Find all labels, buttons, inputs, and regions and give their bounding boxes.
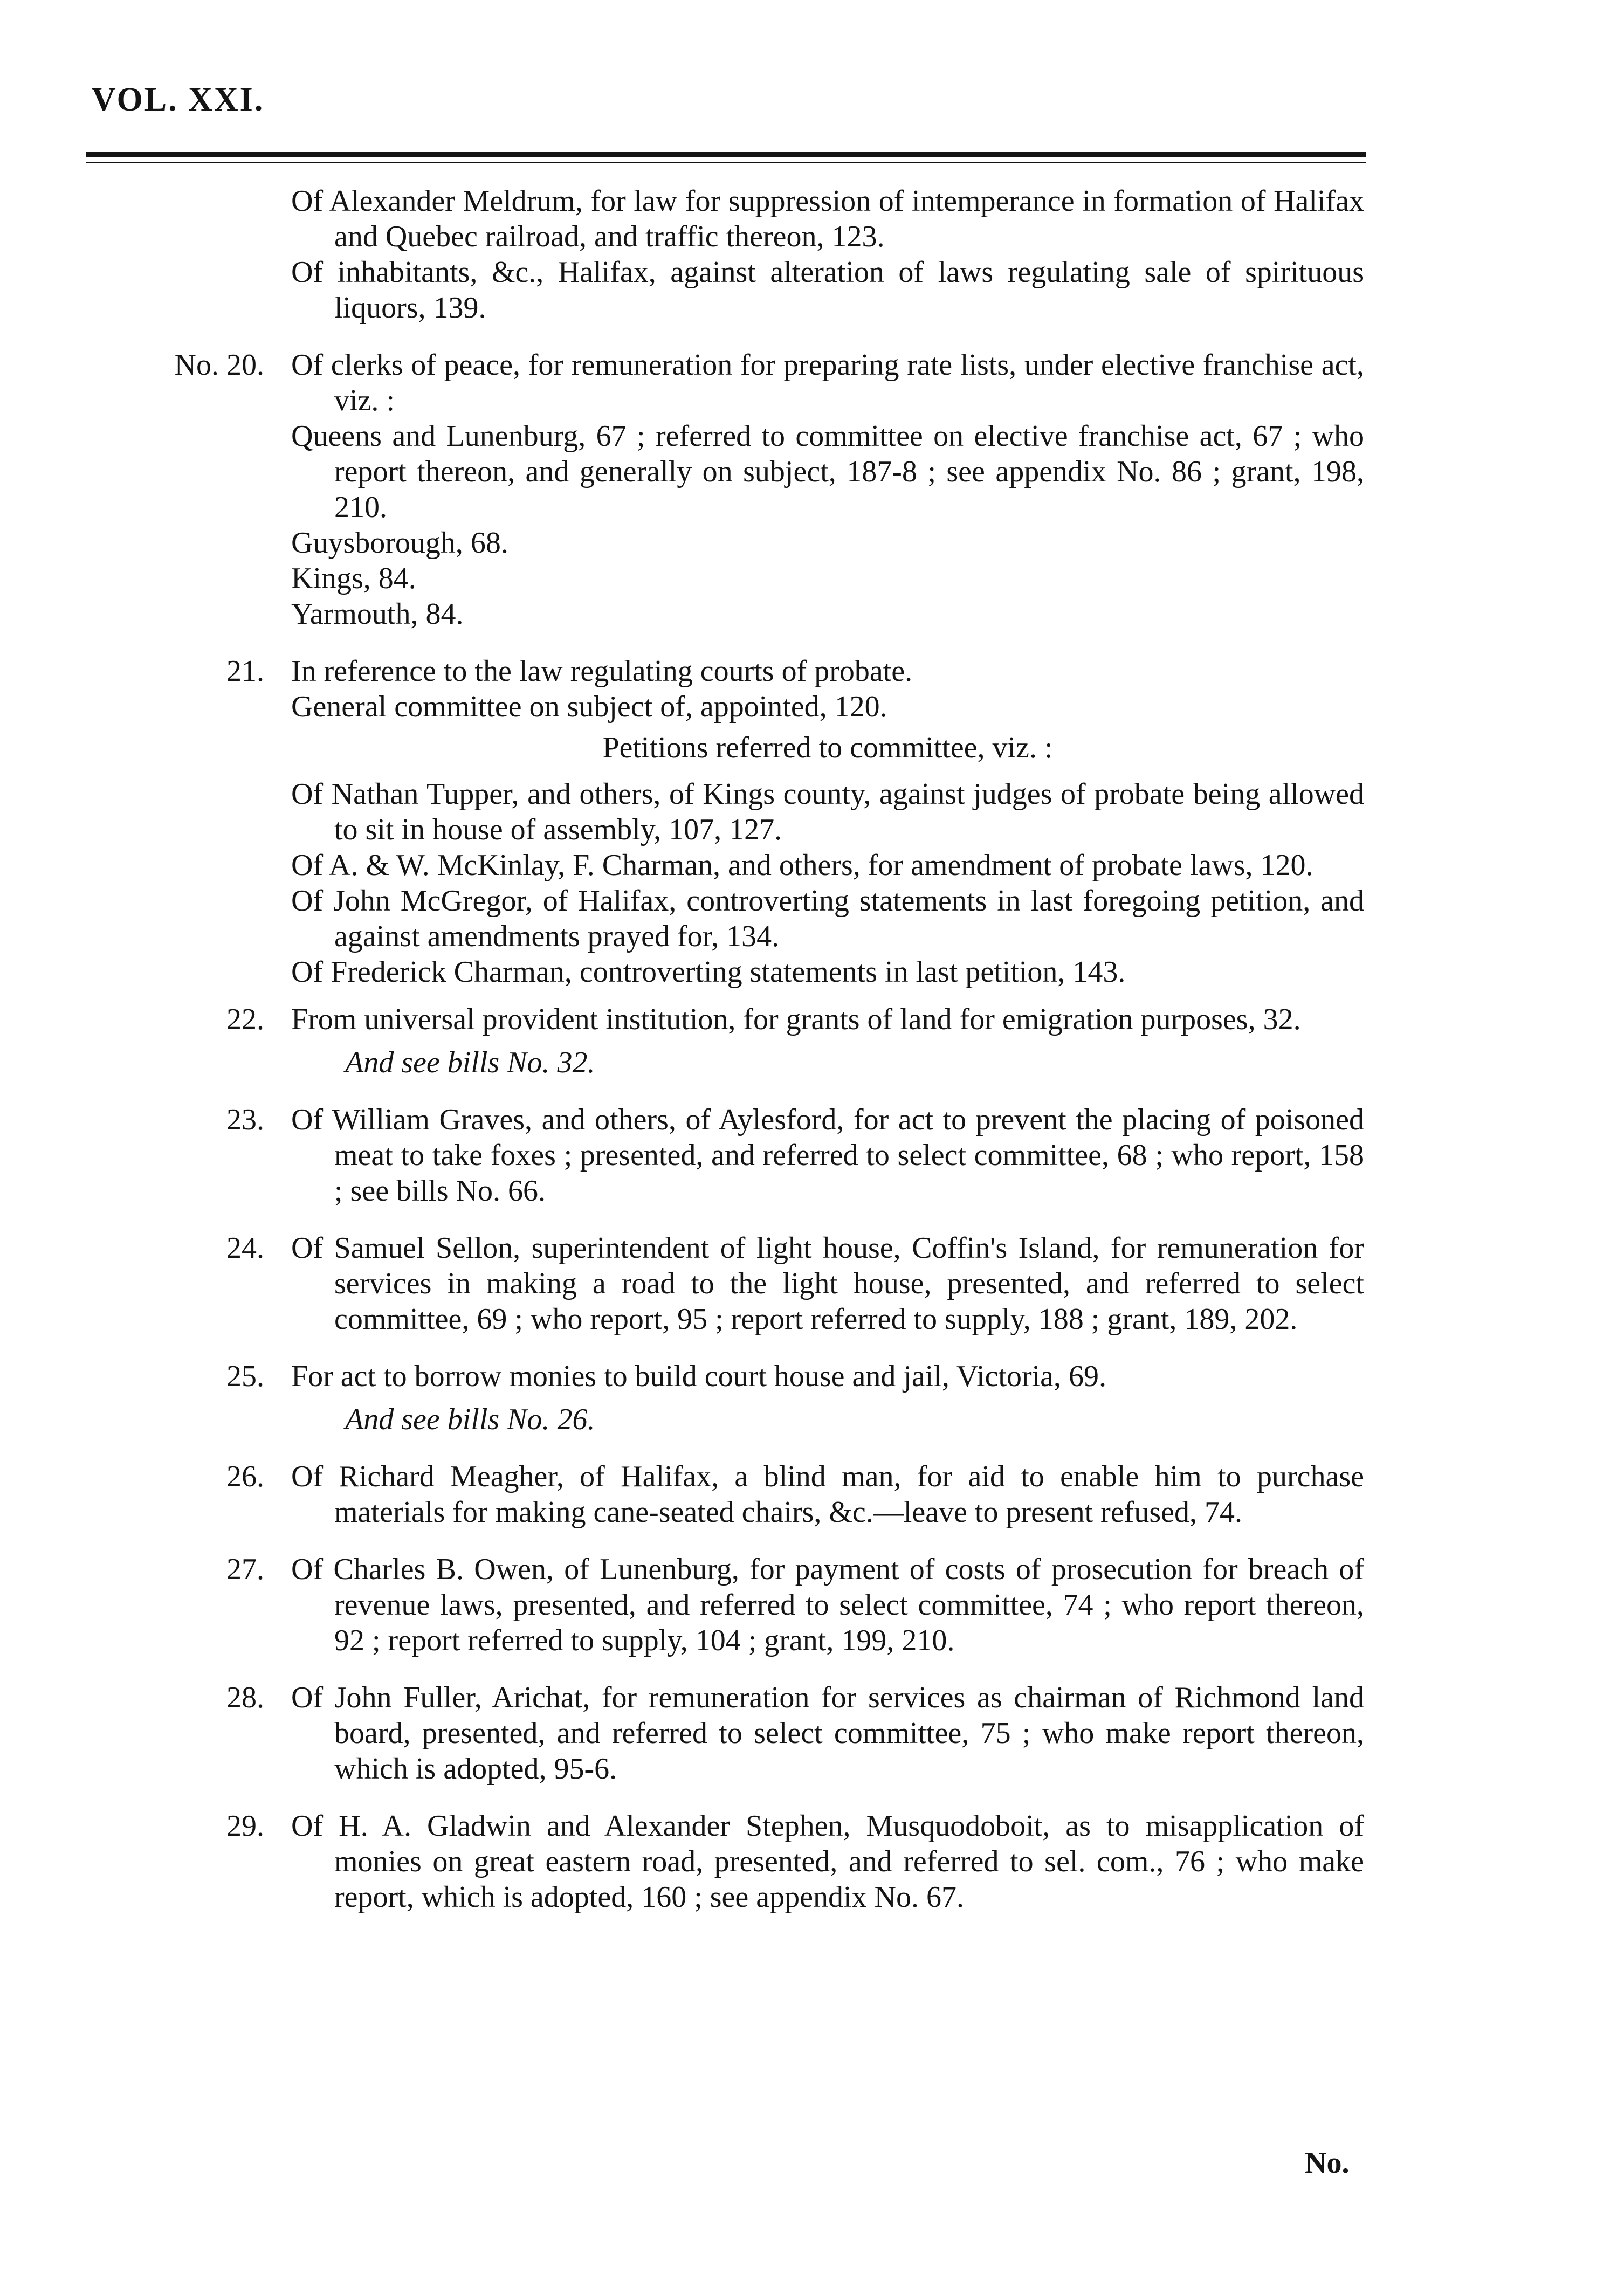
entry-paragraph: Of A. & W. McKinlay, F. Charman, and others, for amendment of probate laws, 120. (291, 849, 1313, 882)
index-entry-26 (0, 1459, 1364, 1530)
entry-paragraph: General committee on subject of, appointed, 120. (291, 690, 887, 723)
entry-paragraph: Of John McGregor, of Halifax, controverting statements in last foregoing petition, and against amendments prayed for, 134. (291, 884, 1364, 953)
entry-paragraph: Of H. A. Gladwin and Alexander Stephen, Musquodoboit, as to misapplication of monies on great eastern road, presented, and referred to sel. com., 76 ; who make report, which is adopted, 160 ; see appendix No. 67. (291, 1809, 1364, 1914)
entry-paragraph: Of Richard Meagher, of Halifax, a blind man, for aid to enable him to purchase materials for making cane-seated chairs, &c.—leave to present refused, 74. (291, 1460, 1364, 1529)
index-entry-25 (0, 1359, 1364, 1437)
entry-paragraph: Of inhabitants, &c., Halifax, against alteration of laws regulating sale of spirituous liquors, 139. (291, 256, 1364, 325)
header-rule-thick (86, 152, 1366, 157)
index-entry-22 (0, 1002, 1364, 1080)
entry-number: 28. (226, 1681, 264, 1714)
entry-paragraph: Of Alexander Meldrum, for law for suppression of intemperance in formation of Halifax and Quebec railroad, and traffic thereon, 123. (291, 184, 1364, 253)
entry-paragraph: For act to borrow monies to build court house and jail, Victoria, 69. (291, 1360, 1106, 1393)
entry-paragraph: From universal provident institution, for grants of land for emigration purposes, 32. (291, 1003, 1301, 1036)
index-entry-21 (0, 653, 1364, 990)
entry-paragraph: Of John Fuller, Arichat, for remuneration for services as chairman of Richmond land board, presented, and referred to select committee, 75 ; who make report thereon, which is adopted, 95-6. (291, 1681, 1364, 1786)
entry-number: 25. (226, 1360, 264, 1393)
index-entry-20 (0, 347, 1364, 632)
entry-number: 22. (226, 1003, 264, 1036)
entry-number: No. 20. (174, 348, 264, 382)
index-entry-24 (0, 1230, 1364, 1337)
header-rule-thin (86, 162, 1366, 163)
entry-paragraph: Queens and Lunenburg, 67 ; referred to committee on elective franchise act, 67 ; who report thereon, and generally on subject, 187-8 ; see appendix No. 86 ; grant, 198, 210. (291, 419, 1364, 524)
index-entry-continued (0, 183, 1364, 326)
volume-header: VOL. XXI. (92, 81, 265, 118)
entry-paragraph: Of William Graves, and others, of Aylesford, for act to prevent the placing of poisoned meat to take foxes ; presented, and referred to select committee, 68 ; who report, 158 ; see bills No. 66. (291, 1103, 1364, 1208)
index-entry-28 (0, 1680, 1364, 1787)
entry-paragraph: Of clerks of peace, for remuneration for preparing rate lists, under elective franchise act, viz. : (291, 348, 1364, 417)
entry-paragraph: Kings, 84. (291, 562, 416, 595)
catchword: No. (1305, 2146, 1350, 2180)
index-content (0, 183, 1624, 1915)
entry-paragraph: Of Nathan Tupper, and others, of Kings county, against judges of probate being allowed to sit in house of assembly, 107, 127. (291, 777, 1364, 846)
index-entry-27 (0, 1552, 1364, 1658)
entry-see-reference: And see bills No. 32. (345, 1046, 595, 1079)
entry-number: 21. (226, 654, 264, 688)
entry-number: 23. (226, 1103, 264, 1136)
index-entry-29 (0, 1808, 1364, 1915)
entry-number: 24. (226, 1231, 264, 1265)
entry-see-reference: And see bills No. 26. (345, 1403, 595, 1436)
entry-number: 27. (226, 1553, 264, 1586)
entry-number: 29. (226, 1809, 264, 1843)
entry-subheading: Petitions referred to committee, viz. : (602, 731, 1053, 764)
entry-paragraph: Of Frederick Charman, controverting statements in last petition, 143. (291, 955, 1126, 989)
entry-paragraph: Of Samuel Sellon, superintendent of light house, Coffin's Island, for remuneration for services in making a road to the light house, presented, and referred to select committee, 69 ; who report, 95 ; report referred to supply, 188 ; grant, 189, 202. (291, 1231, 1364, 1336)
entry-paragraph: In reference to the law regulating courts of probate. (291, 654, 913, 688)
entry-number: 26. (226, 1460, 264, 1493)
entry-paragraph: Of Charles B. Owen, of Lunenburg, for payment of costs of prosecution for breach of revenue laws, presented, and referred to select committee, 74 ; who report thereon, 92 ; report referred to supply, 104 ; grant, 199, 210. (291, 1553, 1364, 1657)
entry-paragraph: Guysborough, 68. (291, 526, 508, 560)
index-entry-23 (0, 1102, 1364, 1209)
entry-paragraph: Yarmouth, 84. (291, 597, 464, 631)
